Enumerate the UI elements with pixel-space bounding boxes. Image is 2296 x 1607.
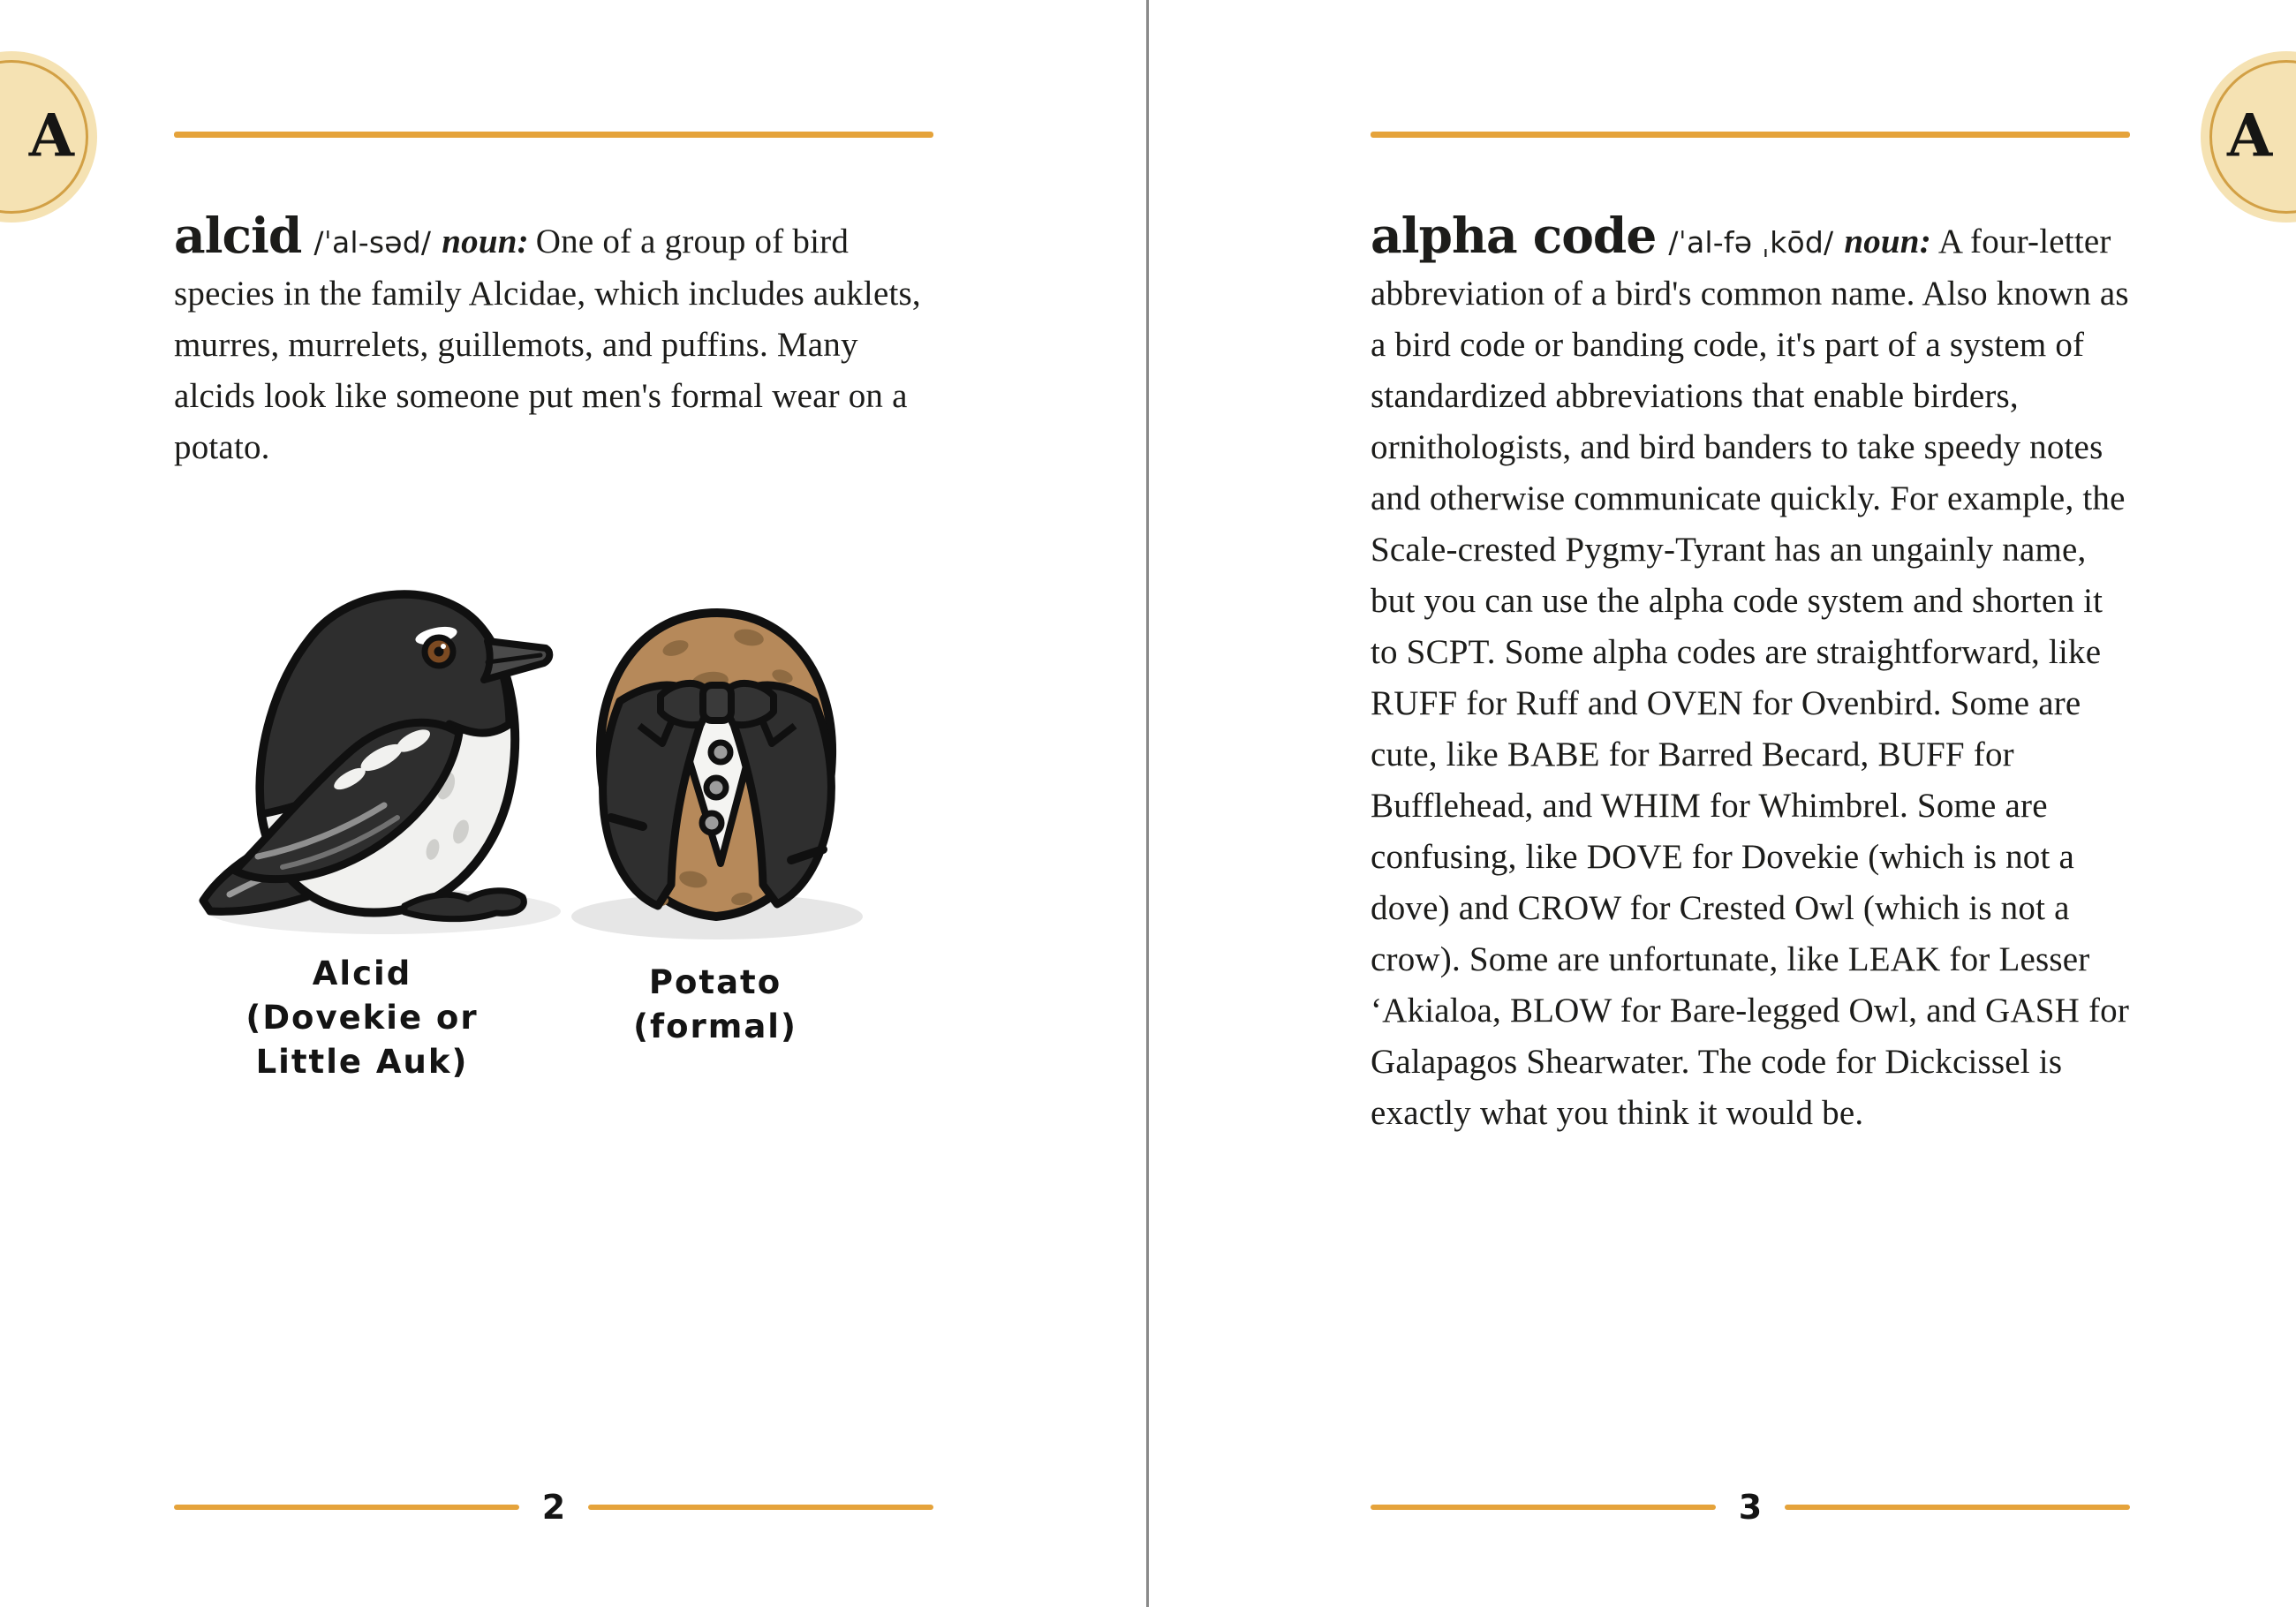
footer-rule (1371, 1505, 1716, 1510)
entry-part-of-speech: noun: (442, 223, 529, 260)
caption-line: (formal) (633, 1007, 797, 1045)
dovekie-drawing (203, 594, 549, 918)
section-letter: A (2227, 101, 2273, 170)
page-number: 2 (541, 1488, 566, 1527)
caption-line: Alcid (312, 954, 412, 992)
entry-alpha-code (1371, 207, 2130, 1139)
entry-headword: alpha code (1371, 207, 1657, 264)
section-letter: A (28, 101, 74, 170)
top-rule (174, 132, 933, 138)
potato-drawing (600, 613, 832, 917)
illustration-caption-alcid (181, 952, 543, 1084)
entry-part-of-speech: noun: (1844, 223, 1931, 260)
caption-line: (Dovekie or (245, 999, 479, 1037)
entry-pronunciation: /ˈal-səd/ (313, 225, 432, 260)
caption-line: Potato (648, 963, 782, 1001)
page-footer-left (174, 1488, 933, 1527)
entry-definition: One of a group of bird species in the family Alcidae, which includes auklets, murres, murrelets, guillemots, and puffins. Many alcids look like someone put men's formal wear on a potato. (174, 223, 921, 466)
illustration-caption-potato (578, 961, 852, 1049)
footer-rule (1785, 1505, 2130, 1510)
bow-tie (661, 683, 774, 725)
page-footer-right (1371, 1488, 2130, 1527)
top-rule (1371, 132, 2130, 138)
entry-headword: alcid (174, 207, 302, 264)
caption-line: Little Auk) (255, 1043, 469, 1081)
entry-alcid (174, 207, 933, 473)
footer-rule (588, 1505, 933, 1510)
entry-pronunciation: /ˈal-fə ˌkōd/ (1668, 225, 1834, 260)
footer-rule (174, 1505, 519, 1510)
section-tab-badge-left (0, 51, 97, 223)
section-tab-badge-right (2201, 51, 2296, 223)
page-number: 3 (1738, 1488, 1763, 1527)
alcid-potato-illustration (177, 556, 954, 971)
entry-definition: A four-letter abbreviation of a bird's common name. Also known as a bird code or banding code, it's part of a system of standardized abbreviations that enable birders, ornithologists, and bird banders to take speedy notes and otherwise communicate quickly. For example, the Scale-crested Pygmy-Tyrant has an ungainly name, but you can use the alpha code system and shorten it to SCPT. Some alpha codes are straightforward, like RUFF for Ruff and OVEN for Ovenbird. Some are cute, like BABE for Barred Becard, BUFF for Bufflehead, and WHIM for Whimbrel. Some are confusing, like DOVE for Dovekie (which is not a dove) and CROW for Crested Owl (which is not a crow). Some are unfortunate, like LEAK for Lesser ‘Akialoa, BLOW for Bare-legged Owl, and GASH for Galapagos Shearwater. The code for Dickcissel is exactly what you think it would be. (1371, 223, 2130, 1132)
page-right (1148, 0, 2296, 1607)
